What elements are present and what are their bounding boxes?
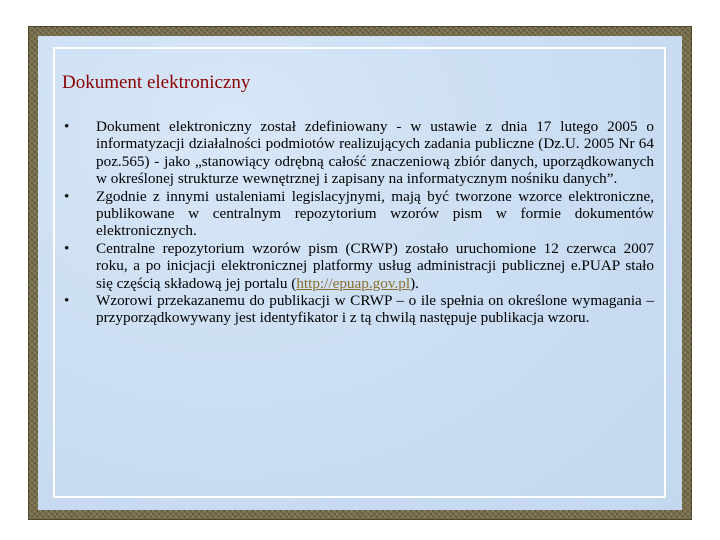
bullet-item <box>60 240 654 292</box>
bullet-marker: • <box>64 292 70 310</box>
bullet-text: Zgodnie z innymi ustaleniami legislacyjnymi, mają być tworzone wzorce elektroniczne, publikowane w centralnym repozytorium wzorów pism w formie dokumentów elektronicznych. <box>96 187 654 240</box>
epuap-link[interactable]: http://epuap.gov.pl <box>296 274 411 292</box>
bullet-marker: • <box>64 187 70 205</box>
bullet-list <box>60 118 654 327</box>
bullet-item <box>60 292 654 327</box>
slide-frame <box>28 26 692 520</box>
bullet-marker: • <box>64 239 70 257</box>
bullet-text: Centralne repozytorium wzorów pism (CRWP) zostało uruchomione 12 czerwca 2007 roku, a po inicjacji elektronicznej platformy usług administracji publicznej e.PUAP stało się częścią składową jej portalu ( <box>96 239 654 292</box>
slide-title: Dokument elektroniczny <box>62 72 251 93</box>
bullet-text-end: ). <box>410 274 419 292</box>
bullet-item <box>60 188 654 240</box>
bullet-marker: • <box>64 118 70 135</box>
bullet-text: Dokument elektroniczny został zdefiniowany - w ustawie z dnia 17 lutego 2005 o informatyzacji działalności podmiotów realizujących zadania publiczne (Dz.U. 2005 Nr 64 poz.565) - jako „stanowiący odrębną całość znaczeniową zbiór danych, uporządkowanych w określonej strukturze wewnętrznej i zapisany na informatycznym nośniku danych”. <box>96 118 654 188</box>
slide <box>38 36 682 510</box>
bullet-text: Wzorowi przekazanemu do publikacji w CRWP – o ile spełnia on określone wymagania – przyporządkowywany jest identyfikator i z tą chwilą następuje publikacja wzoru. <box>96 292 654 327</box>
bullet-item <box>60 118 654 188</box>
